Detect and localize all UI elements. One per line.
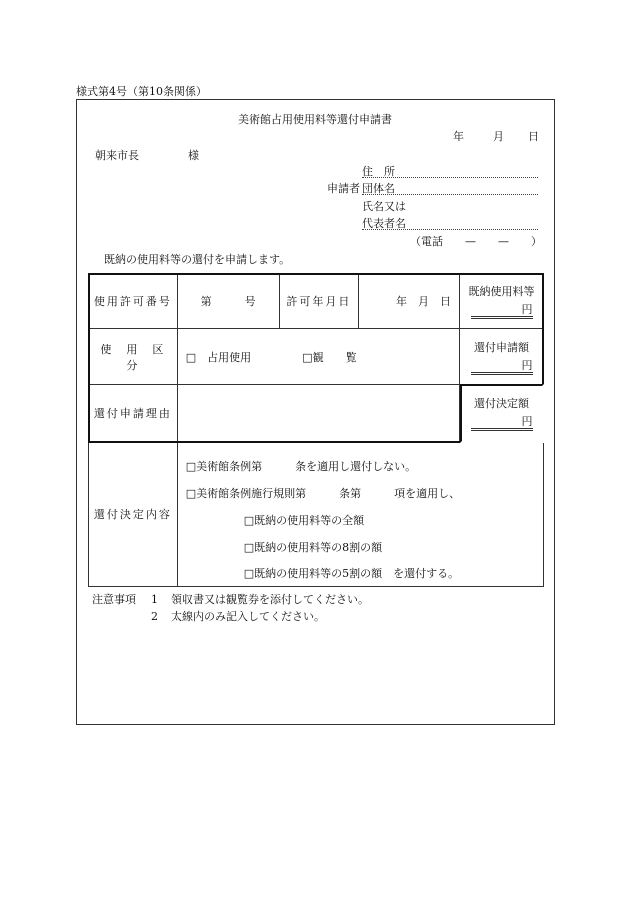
paid-fee-yen: 円 bbox=[471, 304, 533, 319]
date-day: 日 bbox=[528, 130, 539, 143]
addressee-honorific: 様 bbox=[188, 149, 199, 162]
refund-decided-cell bbox=[460, 385, 544, 442]
applicant-address[interactable]: 住 所 bbox=[362, 166, 538, 178]
usage-option-occupancy[interactable]: □ 占用使用 bbox=[185, 350, 252, 364]
permit-date-field[interactable]: 年 月 日 bbox=[359, 274, 460, 329]
applicant-phone: （電話 — — ） bbox=[410, 235, 542, 248]
note-1-text: 領収書又は観覧券を添付してください。 bbox=[171, 593, 369, 606]
usage-label: 使 用 区 分 bbox=[89, 329, 178, 385]
applicant-label: 申請者 bbox=[327, 182, 360, 195]
refund-decided-label: 還付決定額 bbox=[474, 397, 530, 410]
refund-request-yen: 円 bbox=[471, 360, 533, 375]
usage-field bbox=[177, 329, 459, 385]
decision-content bbox=[177, 442, 543, 587]
date-month: 月 bbox=[493, 130, 504, 143]
date-year: 年 bbox=[453, 130, 464, 143]
decision-line-apply-rule: □美術館条例施行規則第 条第 項を適用し、 bbox=[185, 487, 461, 500]
usage-option-viewing[interactable]: □観 覧 bbox=[302, 350, 357, 364]
reason-label: 還付申請理由 bbox=[89, 385, 178, 442]
form-id: 様式第4号（第10条関係） bbox=[76, 85, 207, 98]
form-title: 美術館占用使用料等還付申請書 bbox=[238, 113, 392, 126]
note-1-number: 1 bbox=[151, 593, 158, 606]
paid-fee-label: 既納使用料等 bbox=[468, 285, 535, 298]
decision-label: 還付決定内容 bbox=[89, 442, 178, 587]
applicant-name-line1: 氏名又は bbox=[362, 200, 406, 213]
paid-fee-cell[interactable] bbox=[460, 274, 544, 329]
decision-line-50pct: □既納の使用料等の5割の額 を還付する。 bbox=[243, 567, 460, 580]
refund-decided-yen: 円 bbox=[471, 416, 533, 431]
intro-text: 既納の使用料等の還付を申請します。 bbox=[104, 253, 291, 266]
permit-number-field[interactable]: 第 号 bbox=[177, 274, 279, 329]
addressee-name: 朝来市長 bbox=[95, 149, 139, 162]
decision-line-80pct: □既納の使用料等の8割の額 bbox=[243, 541, 383, 554]
refund-request-cell[interactable] bbox=[460, 329, 544, 385]
notes-label: 注意事項 bbox=[92, 593, 136, 606]
applicant-group[interactable]: 団体名 bbox=[362, 183, 538, 195]
decision-line-not-refund: □美術館条例第 条を適用し還付しない。 bbox=[185, 460, 417, 473]
reason-field[interactable] bbox=[177, 385, 459, 442]
applicant-representative[interactable]: 代表者名 bbox=[362, 218, 538, 230]
note-2-number: 2 bbox=[151, 610, 158, 623]
note-2-text: 太線内のみ記入してください。 bbox=[171, 610, 325, 623]
permit-date-label: 許可年月日 bbox=[279, 274, 359, 329]
decision-line-full: □既納の使用料等の全額 bbox=[243, 514, 365, 527]
refund-request-label: 還付申請額 bbox=[474, 340, 530, 354]
application-table bbox=[88, 273, 544, 587]
permit-number-label: 使用許可番号 bbox=[89, 274, 178, 329]
